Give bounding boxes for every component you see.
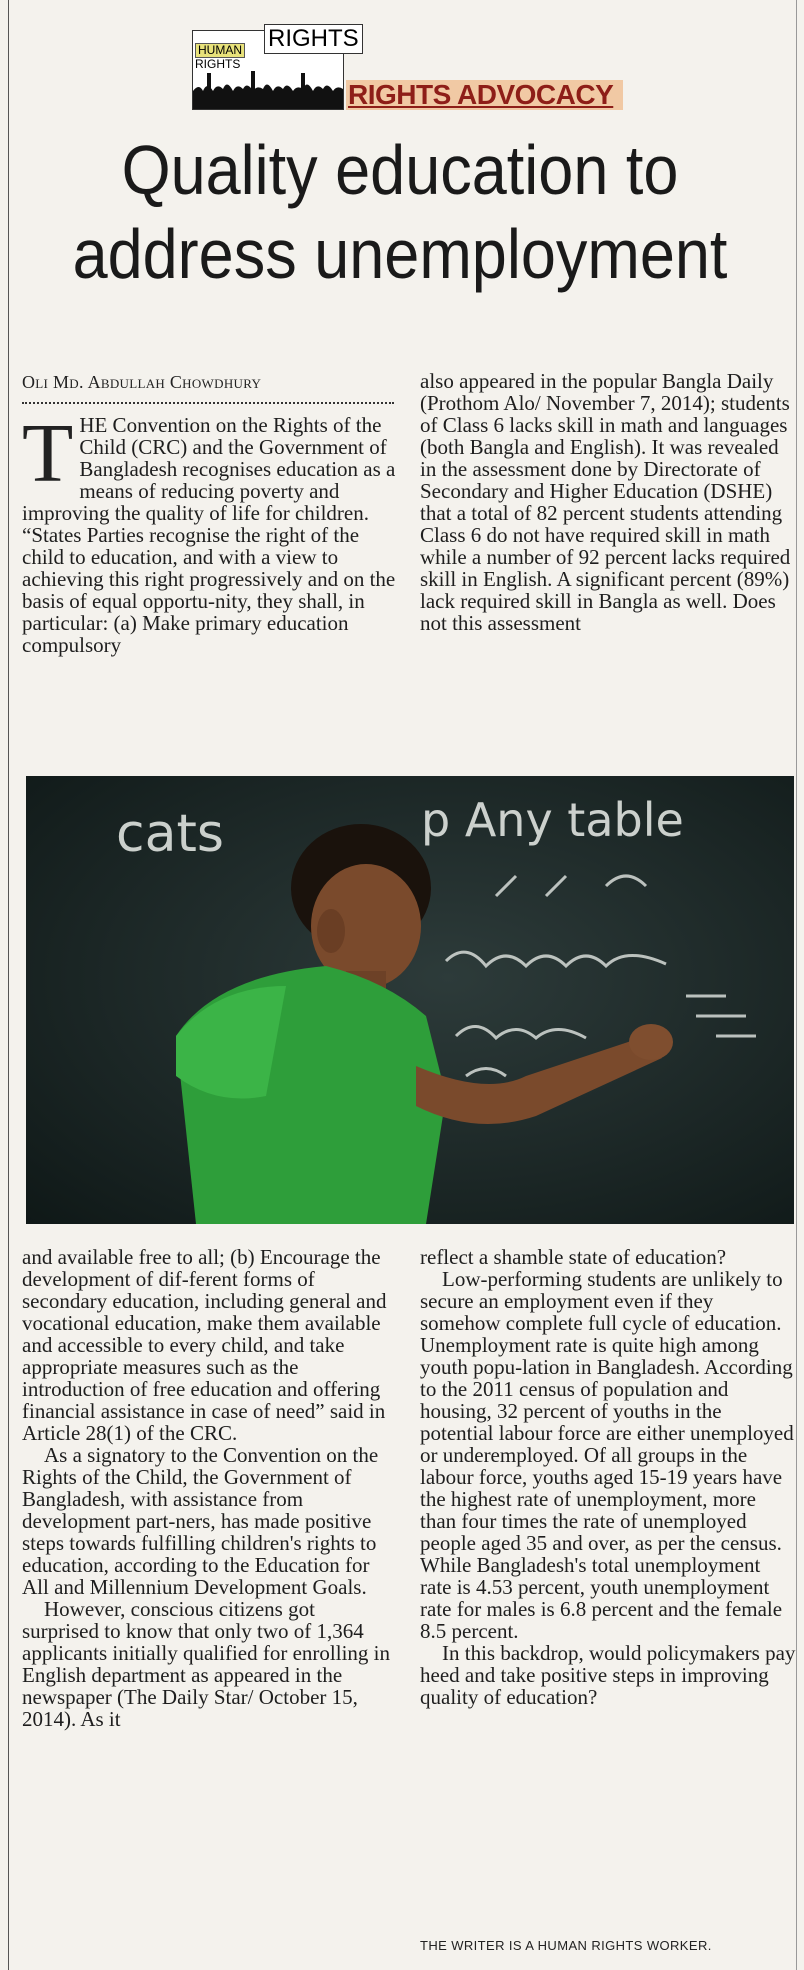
column-1-top xyxy=(22,407,396,657)
article-photo xyxy=(26,776,794,1224)
rights-sign: RIGHTS xyxy=(264,24,363,54)
column-2-bottom xyxy=(420,1246,796,1708)
column-2-bottom-paragraph-2: Low-performing students are unlikely to secure an employment even if they somehow complete full cycle of education. Unemployment rate is quite high among youth popu-lation in Bangladesh. According to the 2011 census of population and housing, 32 percent of youths in the potential labour force are either unemployed or underemployed. Of all groups in the labour force, youths aged 15-19 years have the highest rate of unemployment, more than four times the rate of unemployed people aged 35 and over, as per the census. While Bangladesh's total unemployment rate is 4.53 percent, youth unemployment rate for males is 6.8 percent and the female 8.5 percent. xyxy=(420,1267,794,1643)
headline xyxy=(58,128,742,296)
section-title: RIGHTS ADVOCACY xyxy=(346,80,623,110)
girl-at-blackboard-image xyxy=(26,776,794,1224)
column-2-top xyxy=(420,370,796,634)
column-1-bottom xyxy=(22,1246,396,1730)
headline-line-1: Quality education to xyxy=(121,131,679,209)
column-2-top-paragraph: also appeared in the popular Bangla Daily (Prothom Alo/ November 7, 2014); students of Class 6 lacks skill in math and languages (both Bangla and English). It was revealed in the assessment done by Directorate of Secondary and Higher Education (DSHE) that a total of 82 percent students attending Class 6 do not have required skill in math while a number of 92 percent lacks required skill in English. A significant percent (89%) lack required skill in Bangla as well. Does not this assessment xyxy=(420,369,791,635)
human-rights-sign xyxy=(195,43,245,71)
intro-text: HE Convention on the Rights of the Child (CRC) and the Government of Bangladesh recognises education as a means of reducing poverty and improving the quality of life for children. “States Parties recognise the right of the child to education, and with a view to achieving this right progressively and on the basis of equal opportu-nity, they shall, in particular: (a) Make primary education compulsory xyxy=(22,413,396,657)
drop-cap: T xyxy=(22,407,74,500)
human-label: HUMAN xyxy=(195,43,245,58)
byline: Oli Md. Abdullah Chowdhury xyxy=(22,372,262,392)
headline-line-2: address unemployment xyxy=(72,215,728,293)
intro-paragraph xyxy=(22,407,396,657)
section-masthead xyxy=(192,24,632,116)
column-1-bottom-paragraph-1: and available free to all; (b) Encourage the development of dif-ferent forms of secondary education, including general and vocational education, make them available and accessible to every child, and take appropriate measures such as the introduction of free education and offering financial assistance in case of need” said in Article 28(1) of the CRC. xyxy=(22,1245,387,1445)
byline-dotted-rule xyxy=(22,402,394,404)
right-page-edge xyxy=(796,0,797,1970)
chalk-word-any-table: p Any table xyxy=(421,793,684,847)
column-2-bottom-paragraph-1: reflect a shamble state of education? xyxy=(420,1245,727,1269)
column-1-bottom-paragraph-3: However, conscious citizens got surprised to know that only two of 1,364 applicants initially qualified for enrolling in English department as appeared in the newspaper (The Daily Star/ October 15, 2014). As it xyxy=(22,1597,390,1731)
left-column-rule xyxy=(8,0,9,1970)
crowd-silhouette-icon xyxy=(193,69,343,109)
rights-small-label: RIGHTS xyxy=(195,57,241,71)
column-2-bottom-paragraph-3: In this backdrop, would policymakers pay heed and take positive steps in improving quality of education? xyxy=(420,1641,796,1709)
writer-footnote: THE WRITER IS A HUMAN RIGHTS WORKER. xyxy=(420,1938,712,1953)
chalk-word-cats: cats xyxy=(116,804,224,864)
column-1-bottom-paragraph-2: As a signatory to the Convention on the Rights of the Child, the Government of Bangladesh, with assistance from development part-ners, has made positive steps towards fulfilling children's rights to education, according to the Education for All and Millennium Development Goals. xyxy=(22,1443,379,1599)
